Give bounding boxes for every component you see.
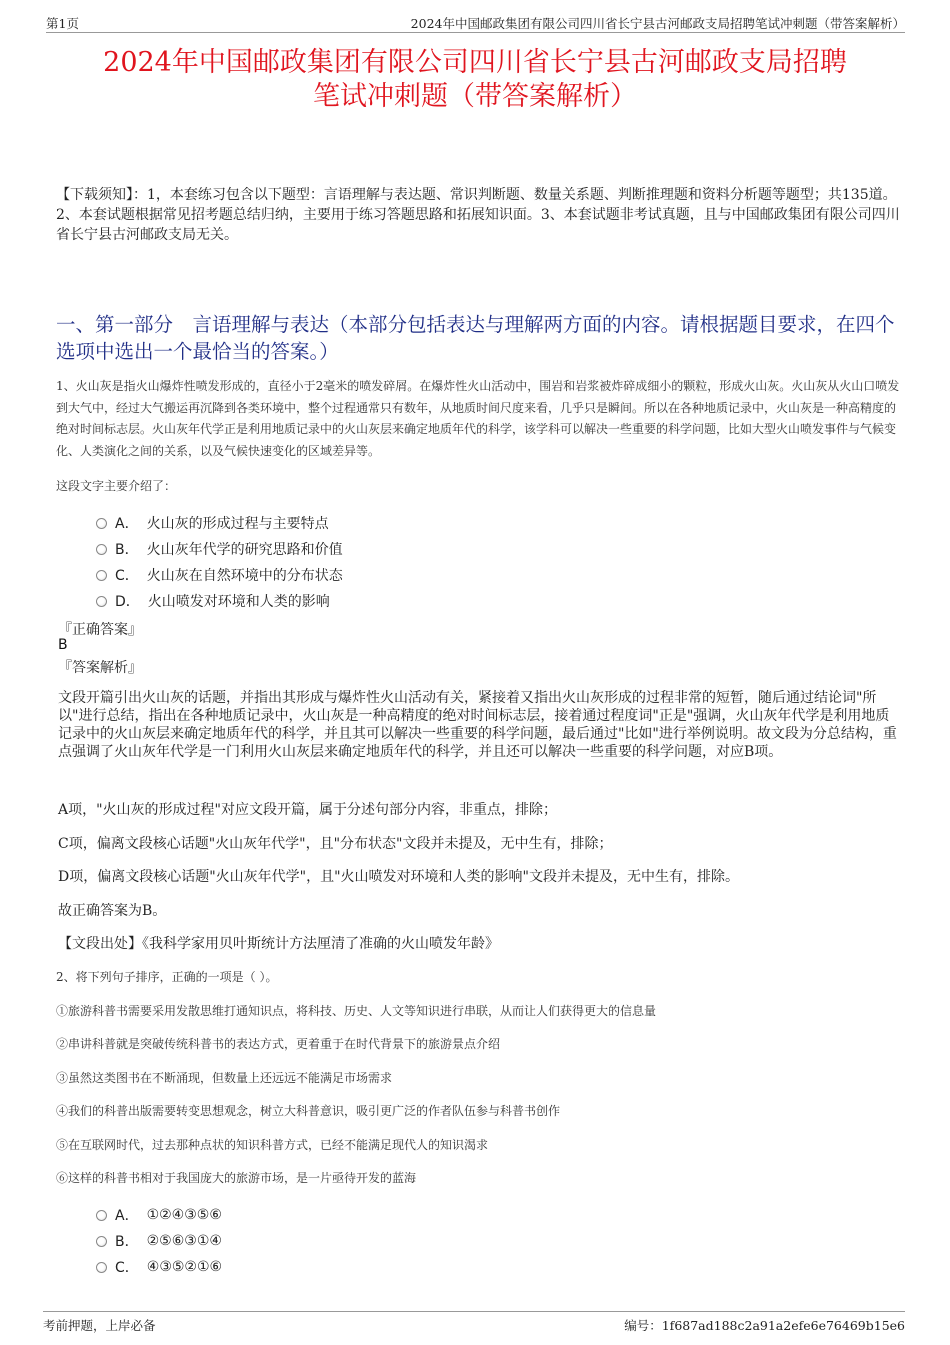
explanation-c: C项，偏离文段核心话题"火山灰年代学"，且"分布状态"文段并未提及，无中生有，排除； xyxy=(58,836,613,852)
download-notice: 【下载须知】：1，本套练习包含以下题型：言语理解与表达题、常识判断题、数量关系题、判断推理题和资料分析题等题型；共135道。2、本套试题根据常见招考题总结归纳，主要用于练习答题思路和拓展知识面。3、本套试题非考试真题，且与中国邮政集团有限公司四川省长宁县古河邮政支局无关。 xyxy=(56,187,900,243)
explanation-d: D项，偏离文段核心话题"火山灰年代学"，且"火山喷发对环境和人类的影响"文段并未提及，无中生有，排除。 xyxy=(58,869,739,885)
footer-serial: 编号：1f687ad188c2a91a2efe6e76469b15e6 xyxy=(624,1318,905,1333)
q2-sentence-2: ②串讲科普就是突破传统科普书的表达方式，更着重于在时代背景下的旅游景点介绍 xyxy=(56,1037,501,1051)
source-citation: 【文段出处】《我科学家用贝叶斯统计方法厘清了准确的火山喷发年龄》 xyxy=(58,936,499,952)
footer-slogan: 考前押题，上岸必备 xyxy=(43,1318,156,1333)
q1-option-c[interactable]: C． 火山灰在自然环境中的分布状态 xyxy=(96,565,343,585)
explanation-a: A项，"火山灰的形成过程"对应文段开篇，属于分述句部分内容，非重点，排除； xyxy=(58,802,557,818)
q2-sentence-3: ③虽然这类图书在不断涌现，但数量上还远远不能满足市场需求 xyxy=(56,1071,393,1085)
title-line-1: 2024年中国邮政集团有限公司四川省长宁县古河邮政支局招聘 xyxy=(103,47,847,78)
q2-sentence-1: ①旅游科普书需要采用发散思维打通知识点，将科技、历史、人文等知识进行串联，从而让人们获得更大的信息量 xyxy=(56,1004,657,1018)
radio-icon[interactable] xyxy=(96,518,107,529)
page-number: 第1页 xyxy=(46,16,79,31)
radio-icon[interactable] xyxy=(96,1262,107,1273)
radio-icon[interactable] xyxy=(96,1236,107,1247)
document-title xyxy=(40,46,910,114)
q1-question: 这段文字主要介绍了： xyxy=(56,479,177,493)
q1-option-a[interactable]: A． 火山灰的形成过程与主要特点 xyxy=(96,513,329,533)
q1-analysis: 文段开篇引出火山灰的话题，并指出其形成与爆炸性火山活动有关，紧接着又指出火山灰形成的过程非常的短暂，随后通过结论词"所以"进行总结，指出在各种地质记录中，火山灰是一种高精度的绝对时间标志层，接着通过程度词"正是"强调，火山灰年代学是利用地质记录中的火山灰层来确定地质年代的科学，并且其可以解决一些重要的科学问题，最后通过"比如"进行举例说明。故文段为分总结构，重点强调了火山灰年代学是一门利用火山灰层来确定地质年代的科学，并且还可以解决一些重要的科学问题，对应B项。 xyxy=(58,690,897,760)
radio-icon[interactable] xyxy=(96,1210,107,1221)
correct-answer-value: B xyxy=(58,637,68,653)
radio-icon[interactable] xyxy=(96,544,107,555)
correct-answer-label: 『正确答案』 xyxy=(58,622,142,638)
page-header xyxy=(46,14,905,33)
q2-option-a[interactable]: A． ①②④③⑤⑥ xyxy=(96,1205,222,1225)
q1-option-b[interactable]: B． 火山灰年代学的研究思路和价值 xyxy=(96,539,343,559)
radio-icon[interactable] xyxy=(96,596,107,607)
final-answer: 故正确答案为B。 xyxy=(58,903,167,919)
q1-option-d[interactable]: D． 火山喷发对环境和人类的影响 xyxy=(96,591,330,611)
q1-stem: 1、火山灰是指火山爆炸性喷发形成的，直径小于2毫米的喷发碎屑。在爆炸性火山活动中，围岩和岩浆被炸碎成细小的颗粒，形成火山灰。火山灰从火山口喷发到大气中，经过大气搬运再沉降到各类环境中，整个过程通常只有数年，从地质时间尺度来看，几乎只是瞬间。所以在各种地质记录中，火山灰是一种高精度的绝对时间标志层。火山灰年代学正是利用地质记录中的火山灰层来确定地质年代的科学，该学科可以解决一些重要的科学问题，比如大型火山喷发事件与气候变化、人类演化之间的关系，以及气候快速变化的区域差异等。 xyxy=(56,379,900,458)
q2-sentence-6: ⑥这样的科普书相对于我国庞大的旅游市场，是一片亟待开发的蓝海 xyxy=(56,1171,417,1185)
q2-sentence-4: ④我们的科普出版需要转变思想观念，树立大科普意识，吸引更广泛的作者队伍参与科普书创作 xyxy=(56,1104,561,1118)
page-footer xyxy=(43,1311,905,1332)
header-doc-title: 2024年中国邮政集团有限公司四川省长宁县古河邮政支局招聘笔试冲刺题（带答案解析） xyxy=(410,16,905,31)
q2-option-c[interactable]: C． ④③⑤②①⑥ xyxy=(96,1257,222,1277)
q2-option-b[interactable]: B． ②⑤⑥③①④ xyxy=(96,1231,222,1251)
title-line-2: 笔试冲刺题（带答案解析） xyxy=(313,81,637,112)
radio-icon[interactable] xyxy=(96,570,107,581)
q2-sentence-5: ⑤在互联网时代，过去那种点状的知识科普方式，已经不能满足现代人的知识渴求 xyxy=(56,1138,489,1152)
analysis-label: 『答案解析』 xyxy=(58,660,142,676)
section-heading: 一、第一部分 言语理解与表达（本部分包括表达与理解两方面的内容。请根据题目要求，在四个选项中选出一个最恰当的答案。） xyxy=(56,313,895,363)
q2-stem: 2、将下列句子排序，正确的一项是（ ）。 xyxy=(56,970,278,984)
